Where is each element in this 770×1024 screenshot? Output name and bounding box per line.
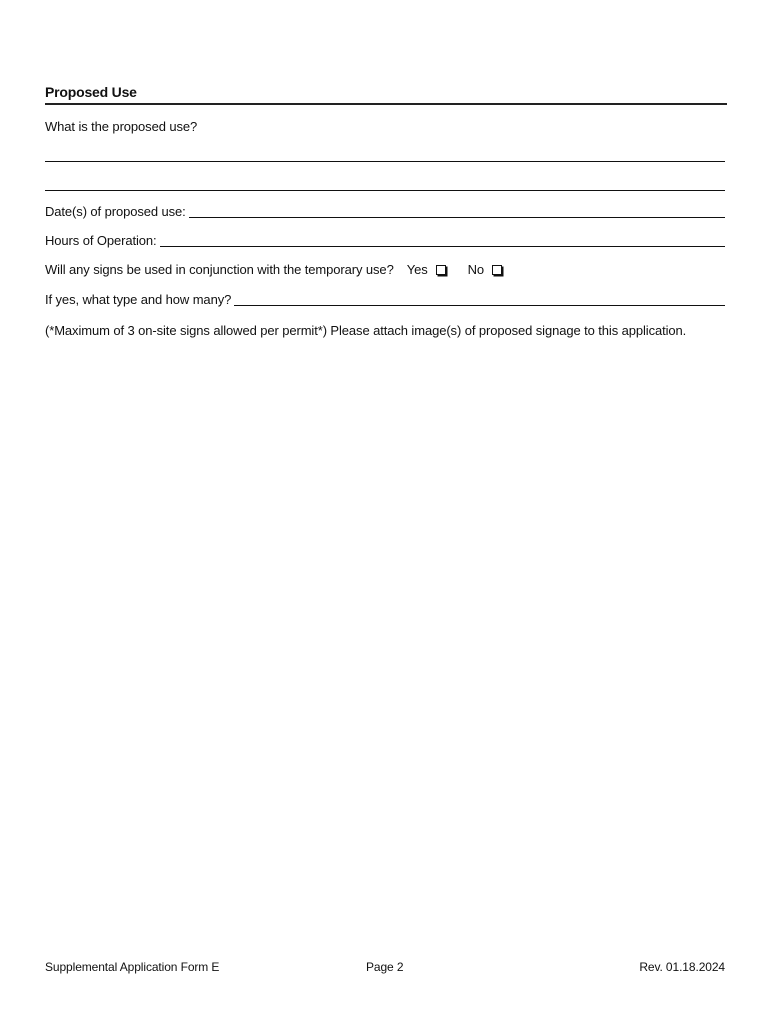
footer-form-name: Supplemental Application Form E	[45, 960, 220, 974]
no-checkbox-icon[interactable]	[492, 265, 502, 275]
signs-question-label: Will any signs be used in conjunction with the temporary use?	[45, 262, 394, 277]
dates-input-line[interactable]	[189, 204, 725, 218]
signage-note: (*Maximum of 3 on-site signs allowed per permit*) Please attach image(s) of proposed signage to this application.	[45, 323, 687, 338]
signs-yes-option[interactable]	[407, 262, 446, 277]
how-many-field-row	[45, 292, 725, 307]
hours-label: Hours of Operation:	[45, 233, 157, 248]
hours-input-line[interactable]	[160, 233, 725, 247]
no-label: No	[467, 262, 485, 277]
dates-field-row	[45, 204, 725, 219]
hours-field-row	[45, 233, 725, 248]
how-many-label: If yes, what type and how many?	[45, 292, 232, 307]
proposed-use-question: What is the proposed use?	[45, 119, 198, 134]
form-page	[45, 0, 725, 1024]
footer-revision: Rev. 01.18.2024	[639, 960, 725, 974]
how-many-input-line[interactable]	[234, 292, 725, 306]
footer-page-number: Page 2	[366, 960, 404, 974]
yes-label: Yes	[406, 262, 428, 277]
signs-no-option[interactable]	[468, 262, 502, 277]
proposed-use-answer-line-2[interactable]	[45, 190, 725, 191]
proposed-use-answer-line-1[interactable]	[45, 161, 725, 162]
signs-question-row	[45, 262, 502, 277]
yes-checkbox-icon[interactable]	[436, 265, 446, 275]
section-title: Proposed Use	[45, 84, 727, 105]
dates-label: Date(s) of proposed use:	[45, 204, 186, 219]
